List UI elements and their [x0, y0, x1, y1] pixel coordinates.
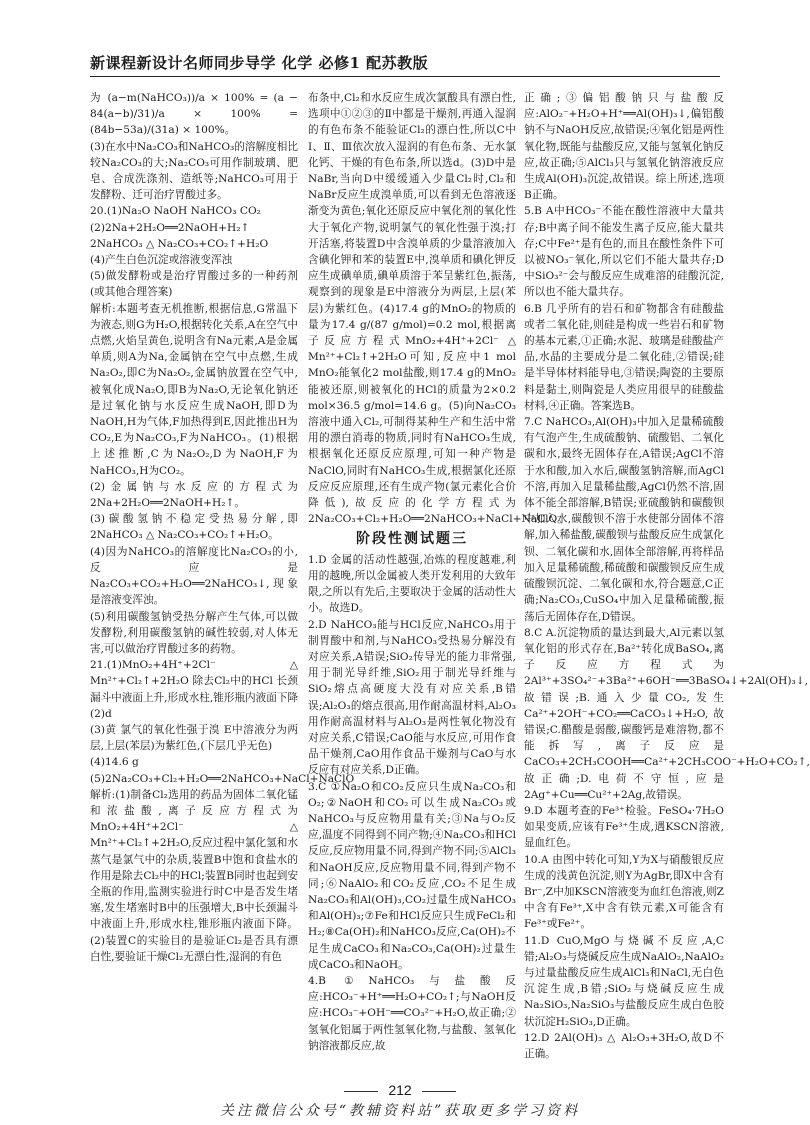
paragraph: (3)在水中Na₂CO₃和NaHCO₃的溶解度相比较Na₂CO₃的大;Na₂CO₃可用作制玻璃、肥皂、合成洗涤剂、造纸等;NaHCO₃可用于发酵粉、迁可治疗胃酸过多。 — [90, 140, 298, 202]
paragraph: (5)做发酵粉或是治疗胃酸过多的一种药剂(或其他合理答案) — [90, 270, 298, 299]
page-header: 新课程新设计名师同步导学 化学 必修1 配苏教版 — [90, 54, 429, 72]
paragraph: 5.B A中HCO₃⁻不能在酸性溶液中大量共存;B中离子间不能发生离子反应,能大量共存;C中Fe²⁺是有色的,而且在酸性条件下可以被NO₃⁻氧化,所以它们不能大量共存;D中SiO₃²⁻会与酸反应生成难溶的硅酸沉淀,所以也不能大量共存。 — [524, 205, 724, 299]
paragraph: (3)黄 氯气的氧化性强于溴 E中溶液分为两层,上层(苯层)为紫红色,(下层几乎无色) — [90, 723, 298, 753]
paragraph: 21.(1)MnO₂+4H⁺+2Cl⁻ △ Mn²⁺+Cl₂↑+2H₂O 除去Cl₂中的HCl 长颈漏斗中液面上升,形成水柱,锥形瓶内液面下降 — [90, 659, 299, 704]
page-number — [0, 1082, 800, 1098]
paragraph: 正确;③偏铝酸钠只与盐酸反应:AlO₂⁻+H₂O+H⁺══Al(OH)₃↓,偏铝酸钠不与NaOH反应,故错误;④氧化铝是两性氧化物,既能与盐酸反应,又能与氢氧化钠反应,故正确;⑤AlCl₃只与氢氧化钠溶液反应生成Al(OH)₃沉淀,故错误。综上所述,选项B正确。 — [524, 92, 724, 202]
paragraph: (4)产生白色沉淀或溶液变浑浊 — [90, 254, 233, 267]
paragraph: 解析:(1)制备Cl₂选用的药品为固体二氧化锰和浓盐酸,离子反应方程式为MnO₂+4H⁺+2Cl⁻ △ Mn²⁺+Cl₂↑+2H₂O,反应过程中氯化氢和水蒸气是氯气中的杂质,装置B中饱和食盐水的作用是除去Cl₂中的HCl;装置B同时也起到安全瓶的作用,监测实验进行时C中是否发生堵塞,发生堵塞时B中的压强增大,B中长颈漏斗中液面上升,形成水柱,锥形瓶内液面下降。(2)装置C的实验目的是验证Cl₂是否具有漂白性,要验证干燥Cl₂无漂白性,湿润的有色 — [90, 788, 298, 963]
paragraph: 2.D NaHCO₃能与HCl反应,NaHCO₃用于制胃酸中和剂,与NaHCO₃受热易分解没有对应关系,A错误;SiO₂传导光的能力非常强,用于制光导纤维,SiO₂用于制光导纤维与SiO₂熔点高硬度大没有对应关系,B错误;Al₂O₃的熔点很高,用作耐高温材料,Al₂O₃用作耐高温材料与Al₂O₃是两性氧化物没有对应关系,C错误;CaO能与水反应,可用作食品干燥剂,CaO用作食品干燥剂与CaO与水反应有对应关系,D正确。 — [308, 618, 516, 777]
column-middle — [308, 90, 568, 1075]
paragraph: (3)碳酸氢钠不稳定受热易分解,即2NaHCO₃ △ Na₂CO₃+CO₂↑+H₂O。 — [90, 513, 298, 542]
page-number-rule-right — [422, 1091, 456, 1092]
paragraph: 2NaHCO₃ △ Na₂CO₃+CO₂↑+H₂O — [90, 237, 269, 250]
paragraph: (2)d — [90, 707, 112, 720]
paragraph: 10.A 由图中转化可知,Y为X与硝酸银反应生成的浅黄色沉淀,则Y为AgBr,即X中含有Br⁻,Z中加KSCN溶液变为血红色溶液,则Z中含有Fe³⁺,X中含有铁元素,X可能含有Fe³⁺或Fe²⁺。 — [524, 853, 724, 931]
paragraph: 3.C ①Na₂O和CO₂反应只生成Na₂CO₃和O₂;②NaOH和CO₂可以生成Na₂CO₃或NaHCO₃与反应物用量有关;③Na与O₂反应,温度不同得到不同产物;④Na₂CO₃和HCl反应,反应物用量不同,得到产物不同;⑤AlCl₃和NaOH反应,反应物用量不同,得到产物不同;⑥NaAlO₂和CO₂反应,CO₂不足生成Na₂CO₃和Al(OH)₃,CO₂过量生成NaHCO₃和Al(OH)₃;⑦Fe和HCl反应只生成FeCl₂和H₂;⑧Ca(OH)₂和NaHCO₃反应,Ca(OH)₂不足生成CaCO₃和Na₂CO₃,Ca(OH)₂过量生成CaCO₃和NaOH。 — [308, 780, 516, 971]
page-number-value: 212 — [388, 1082, 412, 1098]
paragraph: 9.D 本题考查的Fe³⁺检验。FeSO₄·7H₂O如果变质,应该有Fe³⁺生成,遇KSCN溶液,显血红色。 — [524, 804, 724, 850]
footer-note: 关注微信公众号“教辅资料站”获取更多学习资料 — [219, 1103, 581, 1119]
paragraph: (4)因为NaHCO₃的溶解度比Na₂CO₃的小,反应是Na₂CO₃+CO₂+H₂O══2NaHCO₃↓,现象是溶液变浑浊。 — [90, 545, 298, 607]
column-left — [90, 90, 355, 1075]
paragraph: 解析:本题考查无机推断,根据信息,G常温下为液态,则G为H₂O,根据转化关系,A在空气中点燃,火焰呈黄色,说明含有Na元素,A是金属单质,则A为Na,金属钠在空气中点燃,生成Na₂O₂,即C为Na₂O₂,金属钠放置在空气中,被氧化成Na₂O,即B为Na₂O,无论氧化钠还是过氧化钠与水反应生成NaOH,即D为NaOH,H为气体,F加热得到E,因此推出H为CO₂,E为Na₂CO₃,F为NaHCO₃。(1)根据上述推断,C为Na₂O₂,D为NaOH,F为NaHCO₃,H为CO₂。 — [90, 302, 298, 477]
paragraph: 为 (a−m(NaHCO₃))/a × 100% = (a − 84(a−b)/31)/a × 100% = (84b−53a)/(31a) × 100%。 — [90, 92, 298, 137]
paragraph: 20.(1)Na₂O NaOH NaHCO₃ CO₂ — [90, 205, 261, 218]
section-title: 阶段性测试题三 — [356, 531, 468, 548]
column-right — [524, 90, 810, 1075]
paragraph: (5)利用碳酸氢钠受热分解产生气体,可以做发酵粉,利用碳酸氢钠的碱性较弱,对人体无害,可以做治疗胃酸过多的药物。 — [90, 610, 298, 655]
paragraph: 6.B 几乎所有的岩石和矿物都含有硅酸盐或者二氧化硅,则硅是构成一些岩石和矿物的基本元素,①正确;水泥、玻璃是硅酸盐产品,水晶的主要成分是二氧化硅,②错误;硅是半导体材料能导电,③错误;陶瓷的主要原料是黏土,则陶瓷是人类应用很早的硅酸盐材料,④正确。答案选B。 — [524, 302, 724, 412]
paragraph: 1.D 金属的活动性越强,冶炼的程度越难,利用的越晚,所以金属被人类开发利用的大致年限,之所以有先后,主要取决于金属的活动性大小。故选D。 — [308, 553, 517, 615]
paragraph: 布条中,Cl₂和水反应生成次氯酸具有漂白性,选项中①②③的Ⅱ中都是干燥剂,再通入湿润的有色布条不能验证Cl₂的漂白性,所以C中Ⅰ、Ⅱ、Ⅲ依次放入湿润的有色布条、无水氯化钙、干燥的有色布条,所以选d。(3)D中是NaBr,当向D中缓缓通入少量Cl₂时,Cl₂和NaBr反应生成溴单质,可以看到无色溶液逐渐变为黄色;氧化还原反应中氧化剂的氧化性大于氧化产物,说明氯气的氧化性强于溴;打开活塞,将装置D中含溴单质的少量溶液加入含碘化钾和苯的装置E中,溴单质和碘化钾反应生成碘单质,碘单质溶于苯呈紫红色,振荡,观察到的现象是E中溶液分为两层,上层(苯层)为紫红色。(4)17.4 g的MnO₂的物质的量为17.4 g/(87 g/mol)=0.2 mol,根据离子反应方程式MnO₂+4H⁺+2Cl⁻ △ Mn²⁺+Cl₂↑+2H₂O可知,反应中1 mol MnO₂能氧化2 mol盐酸,则17.4 g的MnO₂能被还原,则被氧化的HCl的质量为2×0.2 mol×36.5 g/mol=14.6 g。(5)向Na₂CO₃溶液中通入Cl₂,可制得某种生产和生活中常用的漂白消毒的物质,同时有NaHCO₃生成,根据氧化还原反应原理,可知一种产物是NaClO,同时有NaHCO₃生成,根据氯化还原反应反应原理,还有生成产物(氯元素化合价降低),故反应的化学方程式为2Na₂CO₃+Cl₂+H₂O══2NaHCO₃+NaCl+NaClO。 — [308, 92, 568, 526]
paragraph: 12.D 2Al(OH)₃ △ Al₂O₃+3H₂O,故D不正确。 — [524, 1031, 724, 1060]
paragraph: 7.C NaHCO₃,Al(OH)₃中加入足量稀硫酸有气泡产生,生成硫酸钠、硫酸铝、二氧化碳和水,最终无固体存在,A错误;AgCl不溶于水和酸,加入水后,碳酸氢钠溶解,而AgCl不溶,再加入足量稀盐酸,AgCl仍然不溶,固体不能全部溶解,B错误;亚硫酸钠和碳酸钡中加入水,碳酸钡不溶于水使部分固体不溶解,加入稀盐酸,碳酸钡与盐酸反应生成氯化钡、二氧化碳和水,固体全部溶解,再将样品加入足量稀硫酸,稀硫酸和碳酸钡反应生成硫酸钡沉淀、二氧化碳和水,符合题意,C正确;Na₂CO₃,CuSO₄中加入足量稀硫酸,振荡后无固体存在,D错误。 — [524, 416, 724, 623]
paragraph: (2)金属钠与水反应的方程式为2Na+2H₂O══2NaOH+H₂↑。 — [90, 480, 298, 510]
header-rule — [90, 76, 720, 77]
paragraph: (5)2Na₂CO₃+Cl₂+H₂O══2NaHCO₃+NaCl+NaClO — [90, 772, 355, 785]
paragraph: 4.B ①NaHCO₃与盐酸反应:HCO₃⁻+H⁺══H₂O+CO₂↑;与NaOH反应:HCO₃⁻+OH⁻══CO₃²⁻+H₂O,故正确;②氢氧化铝属于两性氢氧化物,与盐酸、氢氧化钠溶液都反应,故 — [308, 974, 516, 1052]
paragraph: (4)14.6 g — [90, 756, 139, 769]
paragraph: 11.D CuO,MgO与烧碱不反应,A,C错;Al₂O₃与烧碱反应生成NaAlO₂,NaAlO₂与过量盐酸反应生成AlCl₃和NaCl,无白色沉淀生成,B错;SiO₂与烧碱反应生成Na₂SiO₃,Na₂SiO₃与盐酸反应生成白色胶状沉淀H₂SiO₃,D正确。 — [524, 934, 724, 1028]
page-number-rule-left — [344, 1091, 378, 1092]
paragraph: 8.C A.沉淀物质的量达到最大,Al元素以氢氧化铝的形式存在,Ba²⁺转化成BaSO₄,离子反应方程式为2Al³⁺+3SO₄²⁻+3Ba²⁺+6OH⁻══3BaSO₄↓+2Al(OH)₃↓,故错误;B.通入少量CO₂,发生Ca²⁺+2OH⁻+CO₂══CaCO₃↓+H₂O,故错误;C.醋酸是弱酸,碳酸钙是难溶物,都不能拆写,离子反应是CaCO₃+2CH₃COOH══Ca²⁺+2CH₃COO⁻+H₂O+CO₂↑,故正确;D.电荷不守恒,应是2Ag⁺+Cu══Cu²⁺+2Ag,故错误。 — [524, 626, 810, 801]
paragraph: (2)2Na+2H₂O══2NaOH+H₂↑ — [90, 221, 250, 234]
